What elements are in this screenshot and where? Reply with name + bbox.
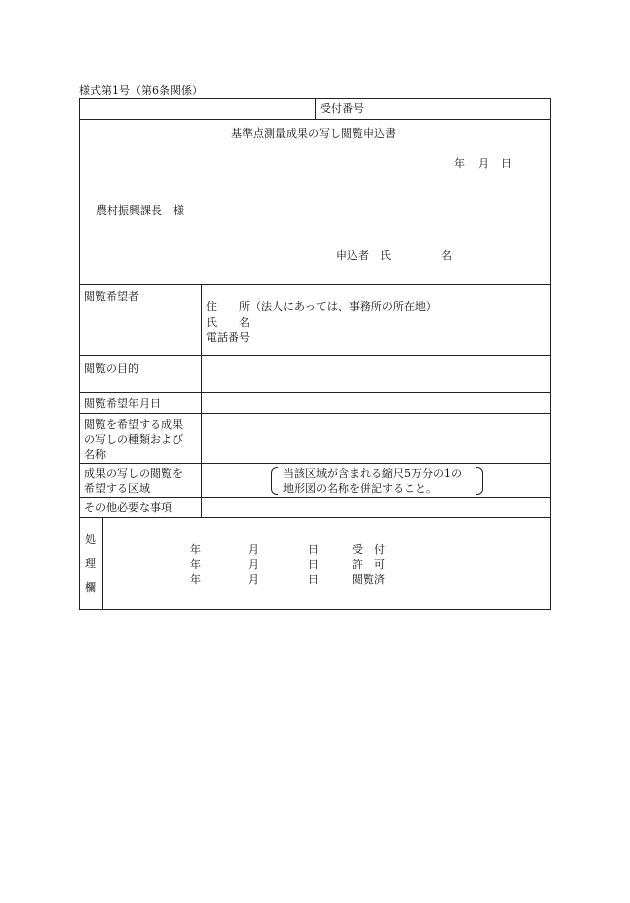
- processing-action: 受 付: [352, 543, 385, 556]
- date-month: 月: [478, 157, 489, 170]
- viewer-label: 閲覧希望者: [84, 290, 139, 303]
- date-year: 年: [454, 157, 465, 170]
- results-type-field[interactable]: [203, 415, 549, 462]
- right-bracket-icon: [476, 467, 483, 495]
- form-title: 基準点測量成果の写し閲覧申込書: [231, 127, 396, 140]
- processing-action: 許 可: [352, 558, 385, 571]
- viewer-name-field[interactable]: 氏 名: [206, 316, 250, 329]
- desired-date-field[interactable]: [203, 394, 549, 412]
- addressee: 農村振興課長 様: [96, 204, 184, 217]
- other-field[interactable]: [203, 499, 549, 516]
- processing-action: 閲覧済: [352, 573, 385, 586]
- applicant-label: 申込者 氏: [336, 249, 391, 262]
- form-id: 様式第1号（第6条関係）: [79, 84, 203, 97]
- viewer-phone-field[interactable]: 電話番号: [206, 331, 250, 344]
- viewer-address-field[interactable]: 住 所（法人にあっては、事務所の所在地）: [206, 300, 437, 313]
- other-label: その他必要な事項: [84, 501, 172, 514]
- desired-date-label: 閲覧希望年月日: [84, 397, 161, 410]
- date-day: 日: [501, 157, 512, 170]
- left-bracket-icon: [271, 467, 278, 495]
- purpose-field[interactable]: [203, 357, 549, 391]
- receipt-number-label: 受付番号: [320, 102, 364, 115]
- purpose-label: 閲覧の目的: [84, 362, 139, 375]
- applicant-name-suffix: 名: [441, 249, 452, 262]
